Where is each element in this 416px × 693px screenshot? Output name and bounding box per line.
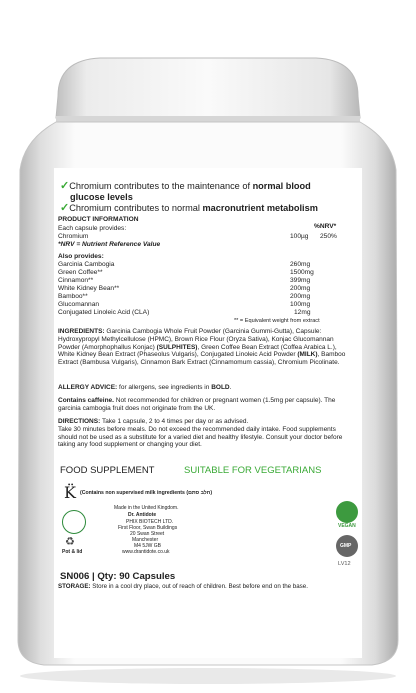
made-in: Made in the United Kingdom.	[114, 505, 179, 511]
maker-line: Manchester	[132, 537, 159, 543]
product-info-heading: PRODUCT INFORMATION	[58, 216, 139, 223]
recycle-icon: ♻	[65, 536, 75, 548]
check-icon: ✓	[60, 202, 70, 214]
maker-line: PHIX BIOTECH LTD.	[126, 519, 174, 525]
food-supplement: FOOD SUPPLEMENT	[60, 465, 155, 476]
milk-note: (Contains non supervised milk ingredients (חלב סתם)	[80, 490, 213, 496]
storage-label: STORAGE:	[58, 583, 91, 590]
also-provides-heading: Also provides:	[58, 253, 104, 260]
list-item-amount: 1500mg	[290, 269, 314, 276]
gmp-label: GMP	[340, 543, 352, 549]
ingredients-text: Garcinia Cambogia Whole Fruit Powder (Garcinia Gummi-Gutta), Capsule: Hydroxypropyl Methylcellulose (HPMC), Brown Rice Flour (Oryza Sativa), Konjac Glucomannan Powder (Amorphophallus Konjac)	[58, 328, 334, 351]
check-icon: ✓	[60, 180, 70, 192]
list-item-amount: 200mg	[290, 293, 311, 300]
directions	[58, 418, 354, 449]
each-capsule-text: Each capsule provides:	[58, 225, 127, 232]
allergy-advice	[58, 384, 354, 392]
list-item-amount: 100mg	[290, 301, 311, 308]
allergy-text: for allergens, see ingredients in	[117, 384, 212, 391]
list-item-name: Green Coffee**	[58, 269, 103, 276]
extract-footnote: ** = Equivalent weight from extract	[234, 318, 320, 324]
ingredients-text-3: , Bamboo Extract (Bambusa Vulgaris), Cinnamon Bark Extract (Cinnamomum cassia), Chromium Picolinate.	[58, 351, 346, 367]
allergy-bold: BOLD	[211, 384, 230, 391]
claim-1-bold: normal blood	[252, 181, 311, 191]
list-item-name: White Kidney Bean**	[58, 285, 120, 292]
lot-code: LV12	[338, 561, 351, 567]
sulphites-allergen: (SULPHITES)	[156, 343, 198, 351]
claim-1-line2: glucose levels	[70, 192, 133, 202]
list-item-name: Cinnamon**	[58, 277, 94, 284]
ingredients	[58, 328, 354, 367]
ingredients-label: INGREDIENTS:	[58, 328, 105, 335]
chromium-amount: 100µg	[290, 233, 309, 240]
list-item-name: Conjugated Linoleic Acid (CLA)	[58, 309, 150, 316]
claim-2-bold: macronutrient metabolism	[202, 203, 318, 213]
kosher-logo: K̈	[64, 483, 76, 502]
claim-1	[60, 181, 311, 191]
storage-text: Store in a cool dry place, out of reach of children. Best before end on the base.	[90, 583, 308, 590]
caffeine-text: Not recommended for children or pregnant women (1.5mg per capsule). The garcinia cambogia fruit does not originate from the UK.	[58, 397, 336, 412]
list-item-name: Garcinia Cambogia	[58, 261, 115, 268]
allergy-end: .	[229, 384, 232, 391]
list-item-amount: 200mg	[290, 285, 311, 292]
caffeine-warning	[58, 397, 354, 413]
list-item-amount: 260mg	[290, 261, 311, 268]
allergy-label: ALLERGY ADVICE:	[58, 384, 118, 391]
maker-line: First Floor, Swan Buildings	[118, 525, 178, 531]
bottle-cap	[56, 58, 360, 118]
directions-label: DIRECTIONS:	[58, 418, 101, 425]
nrv-header: %NRV*	[314, 223, 337, 230]
maker-line: www.drantidote.co.uk	[122, 549, 170, 555]
claim-2-text: Chromium contributes to normal	[69, 203, 203, 213]
storage	[58, 583, 354, 591]
ingredients-text-2: , Green Coffee Bean Extract (Coffea Arabica L.), White Kidney Bean Extract (Phaseolus Vulgaris), Conjugated Linoleic Acid Powder	[58, 343, 337, 359]
claim-2	[60, 203, 318, 213]
directions-text: Take 1 capsule, 2 to 4 times per day or as advised.	[100, 418, 249, 425]
maker-name: Dr. Antidote	[128, 512, 157, 518]
list-item-amount: 12mg	[294, 309, 311, 316]
vegan-icon	[336, 501, 358, 523]
product-line: SN006 | Qty: 90 Capsules	[60, 571, 176, 582]
claim-1-text: Chromium contributes to the maintenance of	[69, 181, 253, 191]
pot-lid-label: Pot & lid	[62, 549, 83, 555]
list-item-amount: 399mg	[290, 277, 311, 284]
maker-line: 20 Swan Street	[130, 531, 165, 537]
milk-allergen: (MILK)	[297, 351, 318, 359]
nrv-note: *NRV = Nutrient Reference Value	[58, 241, 161, 248]
vegetarian-text: SUITABLE FOR VEGETARIANS	[184, 465, 322, 476]
chromium-name: Chromium	[58, 233, 89, 240]
product-label	[58, 175, 358, 600]
directions-text-2: Take 30 minutes before meals. Do not exceed the recommended daily intake. Food supplements should not be used as a substitute for a varied diet and healthy lifestyle. Consult your doctor before taking any food supplement or changing your diet.	[58, 425, 343, 449]
list-item-name: Bamboo**	[58, 293, 88, 300]
maker-line: M4 5JW GB	[134, 543, 161, 549]
chromium-nrv: 250%	[320, 233, 337, 240]
caffeine-label: Contains caffeine.	[58, 397, 114, 404]
vegan-label: VEGAN	[338, 523, 356, 529]
halal-icon	[62, 510, 86, 534]
list-item-name: Glucomannan	[58, 301, 100, 308]
